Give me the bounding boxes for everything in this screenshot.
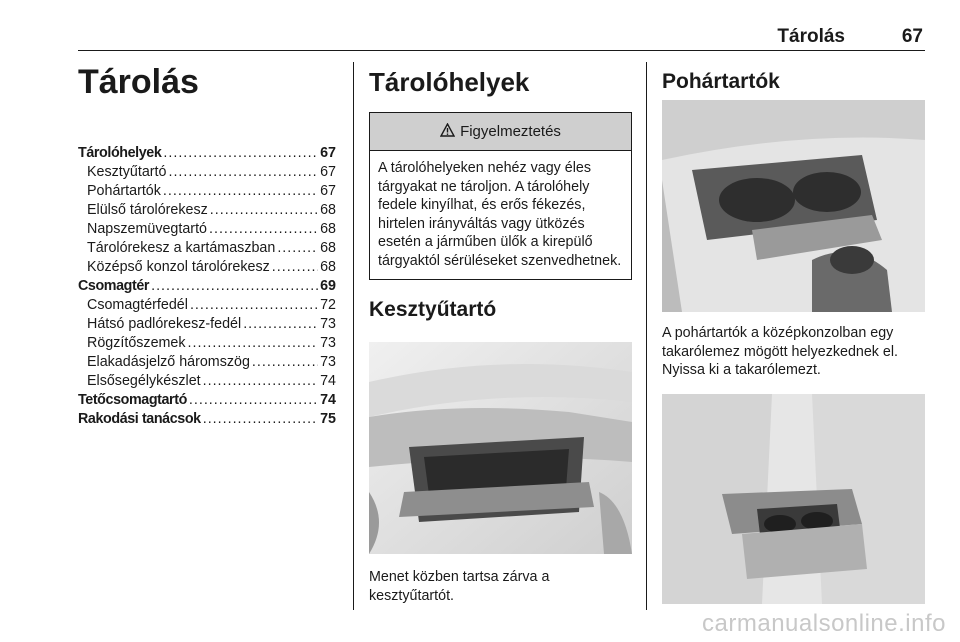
cupholder-text: A pohártartók a középkonzolban egy takarólemez mögött helyezkednek el. Nyissa ki a takarólemezt. <box>662 325 899 378</box>
section-title: Tárolóhelyek <box>369 67 530 97</box>
glovebox-text: Menet közben tartsa zárva a kesztyűtartót. <box>369 569 550 604</box>
toc-entry <box>78 182 336 201</box>
toc-entry <box>78 410 336 429</box>
toc-entry-label: Elülső tárolórekesz <box>87 202 208 218</box>
toc-entry <box>78 220 336 239</box>
toc-entry-page: 69 <box>320 278 336 294</box>
toc-entry <box>78 372 336 391</box>
page-header <box>78 26 925 52</box>
cupholder-title: Pohártartók <box>662 70 780 93</box>
warning-text: A tárolóhelyeken nehéz vagy éles tárgyakat ne tároljon. A tárolóhely fedele kinyílhat, és erős fékezés, hirtelen irányváltás vagy ütközés esetén a járműben ülők a kirepülő tárgyaktól sérüléseket szenvedhetnek. <box>378 160 622 269</box>
page-number: 67 <box>901 26 923 47</box>
toc-leader-dots <box>188 334 319 353</box>
toc-entry <box>78 163 336 182</box>
toc-leader-dots <box>272 258 318 277</box>
toc-entry <box>78 353 336 372</box>
toc-entry-page: 73 <box>320 335 336 351</box>
toc-entry-page: 67 <box>320 164 336 180</box>
toc-entry-page: 72 <box>320 297 336 313</box>
toc-entry-label: Napszemüvegtartó <box>87 221 207 237</box>
toc-entry-page: 75 <box>320 411 336 427</box>
toc-entry-label: Tárolórekesz a kartámaszban <box>87 240 276 256</box>
toc-entry <box>78 144 336 163</box>
toc-entry-page: 67 <box>320 183 336 199</box>
toc-entry-label: Rakodási tanácsok <box>78 411 201 427</box>
content-column-2 <box>369 60 632 605</box>
warning-box <box>369 112 632 280</box>
toc-leader-dots <box>163 144 318 163</box>
toc-entry <box>78 391 336 410</box>
toc-entry-label: Tárolóhelyek <box>78 145 162 161</box>
toc-entry-label: Tetőcsomagtartó <box>78 392 187 408</box>
toc-leader-dots <box>243 315 318 334</box>
rear-cupholder-illustration <box>662 394 925 604</box>
cupholder-console-illustration <box>662 100 925 312</box>
toc-leader-dots <box>168 163 318 182</box>
toc-entry <box>78 201 336 220</box>
toc-entry-page: 73 <box>320 354 336 370</box>
toc-entry-page: 74 <box>320 392 336 408</box>
column-divider-2 <box>646 62 647 610</box>
toc-leader-dots <box>151 277 318 296</box>
toc-entry <box>78 277 336 296</box>
toc-leader-dots <box>163 182 318 201</box>
toc-leader-dots <box>190 296 318 315</box>
watermark: carmanualsonline.info <box>702 610 946 637</box>
toc-entry-label: Kesztyűtartó <box>87 164 167 180</box>
toc-entry-page: 67 <box>320 145 336 161</box>
table-of-contents <box>78 144 336 429</box>
toc-leader-dots <box>210 201 318 220</box>
toc-leader-dots <box>203 372 318 391</box>
toc-leader-dots <box>209 220 318 239</box>
toc-entry-page: 68 <box>320 240 336 256</box>
toc-leader-dots <box>189 391 318 410</box>
toc-leader-dots <box>277 239 318 258</box>
toc-entry <box>78 258 336 277</box>
toc-entry-label: Rögzítőszemek <box>87 335 186 351</box>
toc-entry <box>78 315 336 334</box>
content-column-3 <box>662 60 925 604</box>
toc-column <box>78 60 336 429</box>
running-title: Tárolás <box>777 26 845 47</box>
toc-entry-page: 68 <box>320 221 336 237</box>
toc-entry-page: 74 <box>320 373 336 389</box>
toc-leader-dots <box>203 410 318 429</box>
toc-entry-label: Középső konzol tárolórekesz <box>87 259 270 275</box>
toc-entry <box>78 296 336 315</box>
toc-entry-label: Csomagtér <box>78 278 150 294</box>
toc-entry-label: Elsősegélykészlet <box>87 373 201 389</box>
toc-entry-page: 73 <box>320 316 336 332</box>
toc-leader-dots <box>252 353 318 372</box>
toc-entry-label: Pohártartók <box>87 183 161 199</box>
header-rule <box>78 50 925 51</box>
toc-entry-page: 68 <box>320 202 336 218</box>
chapter-title: Tárolás <box>78 63 199 101</box>
column-divider-1 <box>353 62 354 610</box>
toc-entry <box>78 334 336 353</box>
warning-title: Figyelmeztetés <box>460 123 561 140</box>
glovebox-illustration <box>369 342 632 554</box>
toc-entry-page: 68 <box>320 259 336 275</box>
toc-entry-label: Elakadásjelző háromszög <box>87 354 250 370</box>
toc-entry <box>78 239 336 258</box>
warning-header <box>370 113 631 151</box>
toc-entry-label: Csomagtérfedél <box>87 297 188 313</box>
toc-entry-label: Hátsó padlórekesz-fedél <box>87 316 242 332</box>
subsection-title: Kesztyűtartó <box>369 298 497 321</box>
warning-triangle-icon <box>440 123 455 141</box>
